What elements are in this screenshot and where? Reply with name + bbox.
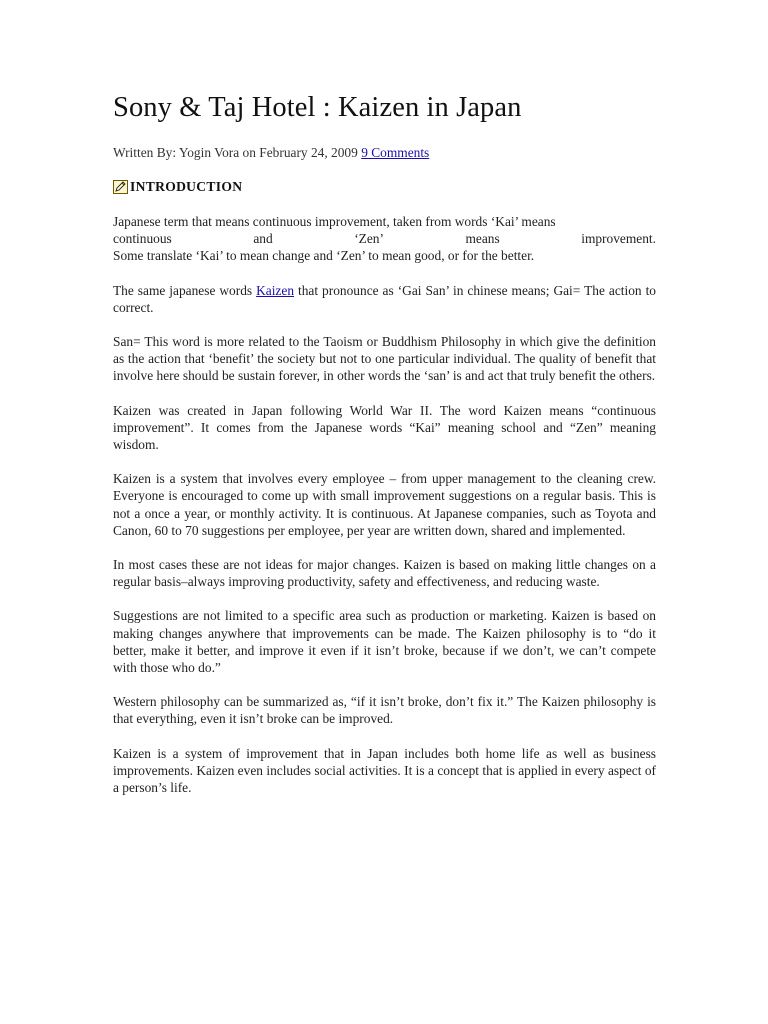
intro-line-2: [113, 230, 656, 247]
byline: [113, 145, 656, 161]
comments-link[interactable]: 9 Comments: [361, 145, 430, 160]
byline-author-date: Written By: Yogin Vora on February 24, 2009: [113, 145, 358, 160]
intro-line-1: Japanese term that means continuous improvement, taken from words ‘Kai’ means: [113, 214, 556, 229]
pencil-edit-icon: [113, 180, 128, 194]
article: [113, 90, 656, 796]
body-paragraph: San= This word is more related to the Taoism or Buddhism Philosophy in which give the definition as the action that ‘benefit’ the society but not to one particular individual. The quality of benefit that involve here should be sustain forever, in other words the ‘san’ is and act that truly benefit the others.: [113, 334, 656, 384]
same-words-after: that pronounce as ‘Gai San’ in chinese means; Gai= The action to correct.: [113, 282, 656, 315]
same-words-before: The same japanese words: [113, 282, 253, 298]
section-heading-label: INTRODUCTION: [130, 179, 243, 194]
intro-word: ‘Zen’: [354, 231, 384, 247]
intro-word: continuous: [113, 231, 172, 247]
body-paragraph: Western philosophy can be summarized as, “if it isn’t broke, don’t fix it.” The Kaizen philosophy is that everything, even it isn’t broke can be improved.: [113, 694, 656, 727]
intro-word: improvement.: [581, 231, 656, 247]
intro-word: means: [465, 231, 500, 247]
body-paragraph: Kaizen is a system of improvement that in Japan includes both home life as well as business improvements. Kaizen even includes social activities. It is a concept that is applied in every aspect of a person’s life.: [113, 745, 656, 796]
body-paragraph: Suggestions are not limited to a specific area such as production or marketing. Kaizen is based on making changes anywhere that improvements can be made. The Kaizen philosophy is to “do it better, make it better, and improve it even if it isn’t broke, because if we don’t, we can’t compete with those who do.”: [113, 608, 656, 676]
body-paragraph: Kaizen is a system that involves every employee – from upper management to the cleaning crew. Everyone is encouraged to come up with small improvement suggestions on a regular basis. This is not a once a year, or monthly activity. It is continuous. At Japanese companies, such as Toyota and Canon, 60 to 70 suggestions per employee, per year are written down, shared and implemented.: [113, 471, 656, 538]
intro-paragraph: [113, 213, 656, 265]
body-paragraph: In most cases these are not ideas for major changes. Kaizen is based on making little changes on a regular basis–always improving productivity, safety and effectiveness, and reducing waste.: [113, 557, 656, 590]
page-title: Sony & Taj Hotel : Kaizen in Japan: [113, 92, 522, 123]
same-words-paragraph: [113, 282, 656, 316]
section-heading: [113, 179, 656, 195]
body-paragraph: Kaizen was created in Japan following World War II. The word Kaizen means “continuous improvement”. It comes from the Japanese words “Kai” meaning school and “Zen” meaning wisdom.: [113, 402, 656, 453]
intro-line-3: Some translate ‘Kai’ to mean change and ‘Zen’ to mean good, or for the better.: [113, 248, 535, 264]
intro-word: and: [253, 231, 273, 247]
kaizen-link[interactable]: Kaizen: [256, 282, 295, 298]
